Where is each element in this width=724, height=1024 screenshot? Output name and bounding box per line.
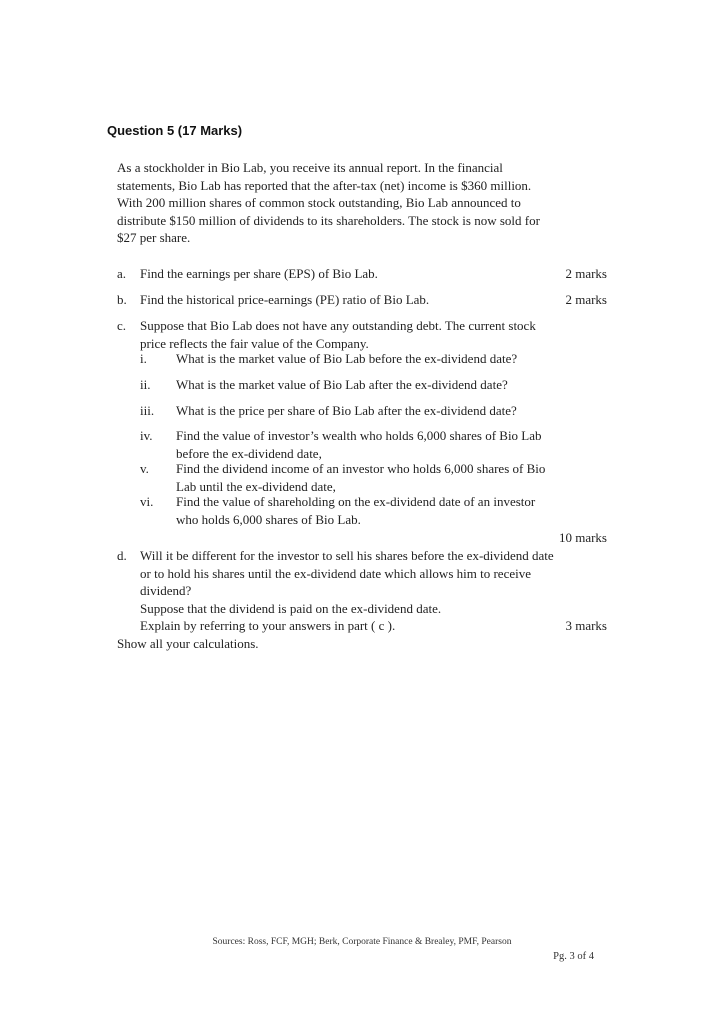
part-d-line: Explain by referring to your answers in part ( c ). (140, 618, 396, 634)
part-d-line: or to hold his shares until the ex-dividend date which allows him to receive (140, 565, 531, 581)
part-d-label: d. (117, 548, 127, 563)
part-a-label: a. (117, 266, 127, 281)
part-c-marks: 10 marks (558, 530, 607, 545)
closing-instruction: Show all your calculations. (117, 636, 259, 651)
sub-ii-text: What is the market value of Bio Lab after the ex-dividend date? (176, 377, 508, 392)
part-d-marks: 3 marks (565, 618, 607, 633)
intro-line: As a stockholder in Bio Lab, you receive its annual report. In the financial (117, 160, 503, 175)
sub-v-line: Lab until the ex-dividend date, (176, 478, 336, 494)
part-b-text: Find the historical price-earnings (PE) ratio of Bio Lab. (140, 292, 430, 307)
part-b-label: b. (117, 292, 127, 307)
part-c-line: price reflects the fair value of the Company. (140, 335, 369, 351)
part-c-line: Suppose that Bio Lab does not have any outstanding debt. The current stock (140, 318, 536, 333)
part-d-line: Suppose that the dividend is paid on the ex-dividend date. (140, 600, 442, 616)
sub-vi-line: who holds 6,000 shares of Bio Lab. (176, 511, 361, 527)
sub-i-label: i. (140, 351, 147, 366)
intro-line: statements, Bio Lab has reported that the after-tax (net) income is $360 million. (117, 177, 532, 193)
sub-vi-label: vi. (140, 494, 154, 509)
sub-vi-text (176, 493, 616, 528)
sub-i-text: What is the market value of Bio Lab before the ex-dividend date? (176, 351, 518, 366)
question-title: Question 5 (17 Marks) (107, 123, 243, 138)
sub-iv-line: before the ex-dividend date, (176, 445, 322, 461)
part-d-text (140, 547, 620, 635)
part-a-text: Find the earnings per share (EPS) of Bio Lab. (140, 266, 378, 281)
part-a-marks: 2 marks (565, 266, 607, 281)
sub-v-line: Find the dividend income of an investor who holds 6,000 shares of Bio (176, 461, 546, 476)
sub-iv-line: Find the value of investor’s wealth who holds 6,000 shares of Bio Lab (176, 428, 542, 443)
part-c-label: c. (117, 318, 127, 333)
intro-line: distribute $150 million of dividends to its shareholders. The stock is now sold for (117, 212, 540, 228)
part-c-text (140, 317, 600, 352)
part-b-marks: 2 marks (565, 292, 607, 307)
sub-v-text (176, 460, 616, 495)
sub-v-label: v. (140, 461, 149, 476)
intro-line: $27 per share. (117, 230, 191, 246)
sub-vi-line: Find the value of shareholding on the ex-dividend date of an investor (176, 494, 536, 509)
sub-iii-text: What is the price per share of Bio Lab after the ex-dividend date? (176, 403, 517, 418)
part-d-line: dividend? (140, 583, 192, 599)
intro-line: With 200 million shares of common stock outstanding, Bio Lab announced to (117, 195, 521, 211)
sub-ii-label: ii. (140, 377, 151, 392)
page-number: Pg. 3 of 4 (553, 951, 594, 962)
sub-iv-label: iv. (140, 428, 153, 443)
sub-iii-label: iii. (140, 403, 155, 418)
part-d-line: Will it be different for the investor to sell his shares before the ex-dividend date (140, 548, 554, 563)
footer-sources: Sources: Ross, FCF, MGH; Berk, Corporate Finance & Brealey, PMF, Pearson (212, 937, 512, 947)
sub-iv-text (176, 427, 616, 462)
question-intro (117, 159, 597, 247)
